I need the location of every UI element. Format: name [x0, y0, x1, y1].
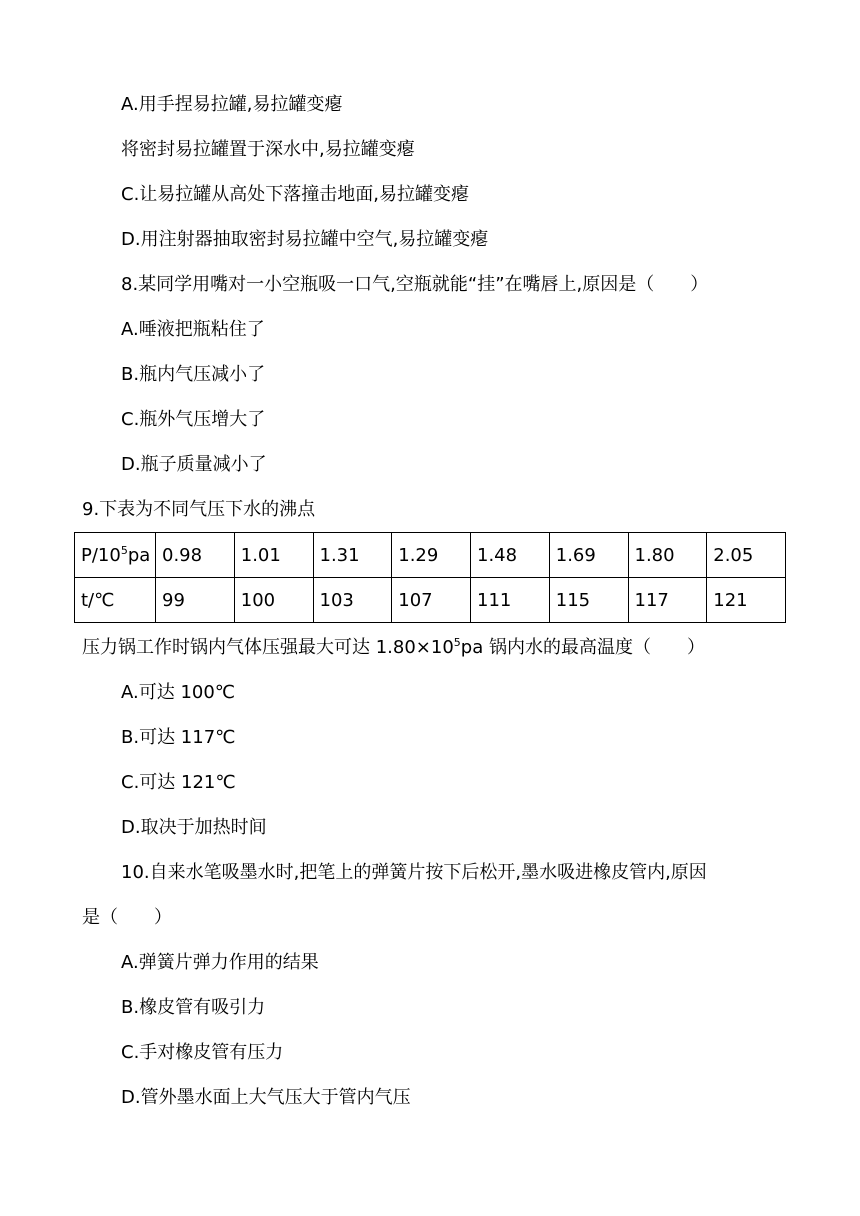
q9-option-d: D.取决于加热时间 [121, 817, 267, 838]
q10-stem-line1: 10.自来水笔吸墨水时,把笔上的弹簧片按下后松开,墨水吸进橡皮管内,原因 [121, 862, 707, 883]
table-cell: 1.69 [549, 533, 628, 578]
boiling-point-table [74, 532, 786, 623]
table-cell: 1.48 [471, 533, 550, 578]
q9-stem-sup: 5 [453, 636, 461, 649]
temperature-label-cell: t/℃ [75, 578, 156, 623]
q7-option-a: A.用手捏易拉罐,易拉罐变瘪 [121, 94, 343, 115]
table-cell: 111 [471, 578, 550, 623]
table-row [75, 533, 786, 578]
table-cell: 2.05 [707, 533, 786, 578]
q9-stem-post: pa 锅内水的最高温度（ ） [460, 637, 705, 658]
table-cell: 1.80 [628, 533, 707, 578]
q7-option-d: D.用注射器抽取密封易拉罐中空气,易拉罐变瘪 [121, 229, 489, 250]
table-cell: 115 [549, 578, 628, 623]
table-cell: 103 [313, 578, 392, 623]
q7-option-b: 将密封易拉罐置于深水中,易拉罐变瘪 [121, 139, 415, 160]
table-cell: 99 [156, 578, 235, 623]
q9-stem-pre: 压力锅工作时锅内气体压强最大可达 1.80×10 [82, 637, 454, 658]
q9-option-a: A.可达 100℃ [121, 682, 236, 703]
q8-option-a: A.唾液把瓶粘住了 [121, 319, 265, 340]
q10-option-c: C.手对橡皮管有压力 [121, 1042, 284, 1063]
q8-option-c: C.瓶外气压增大了 [121, 409, 266, 430]
pressure-label-cell [75, 533, 156, 578]
table-cell: 1.01 [234, 533, 313, 578]
table-cell: 1.29 [392, 533, 471, 578]
q10-option-a: A.弹簧片弹力作用的结果 [121, 952, 319, 973]
q9-option-b: B.可达 117℃ [121, 727, 236, 748]
q9-intro: 9.下表为不同气压下水的沸点 [82, 499, 316, 520]
table-cell: 1.31 [313, 533, 392, 578]
q10-option-d: D.管外墨水面上大气压大于管内气压 [121, 1087, 411, 1108]
q9-option-c: C.可达 121℃ [121, 772, 236, 793]
q8-stem: 8.某同学用嘴对一小空瓶吸一口气,空瓶就能“挂”在嘴唇上,原因是（ ） [121, 274, 709, 295]
q7-option-c: C.让易拉罐从高处下落撞击地面,易拉罐变瘪 [121, 184, 470, 205]
pressure-label-sup: 5 [120, 543, 128, 557]
table-cell: 117 [628, 578, 707, 623]
table-cell: 0.98 [156, 533, 235, 578]
table-cell: 107 [392, 578, 471, 623]
q10-option-b: B.橡皮管有吸引力 [121, 997, 266, 1018]
pressure-label-pre: P/10 [81, 544, 121, 566]
table-cell: 100 [234, 578, 313, 623]
q10-stem-line2: 是（ ） [82, 907, 172, 928]
table-cell: 121 [707, 578, 786, 623]
table-row [75, 578, 786, 623]
q8-option-b: B.瓶内气压减小了 [121, 364, 266, 385]
q8-option-d: D.瓶子质量减小了 [121, 454, 267, 475]
q9-stem [82, 636, 705, 660]
pressure-label-post: pa [127, 544, 151, 566]
